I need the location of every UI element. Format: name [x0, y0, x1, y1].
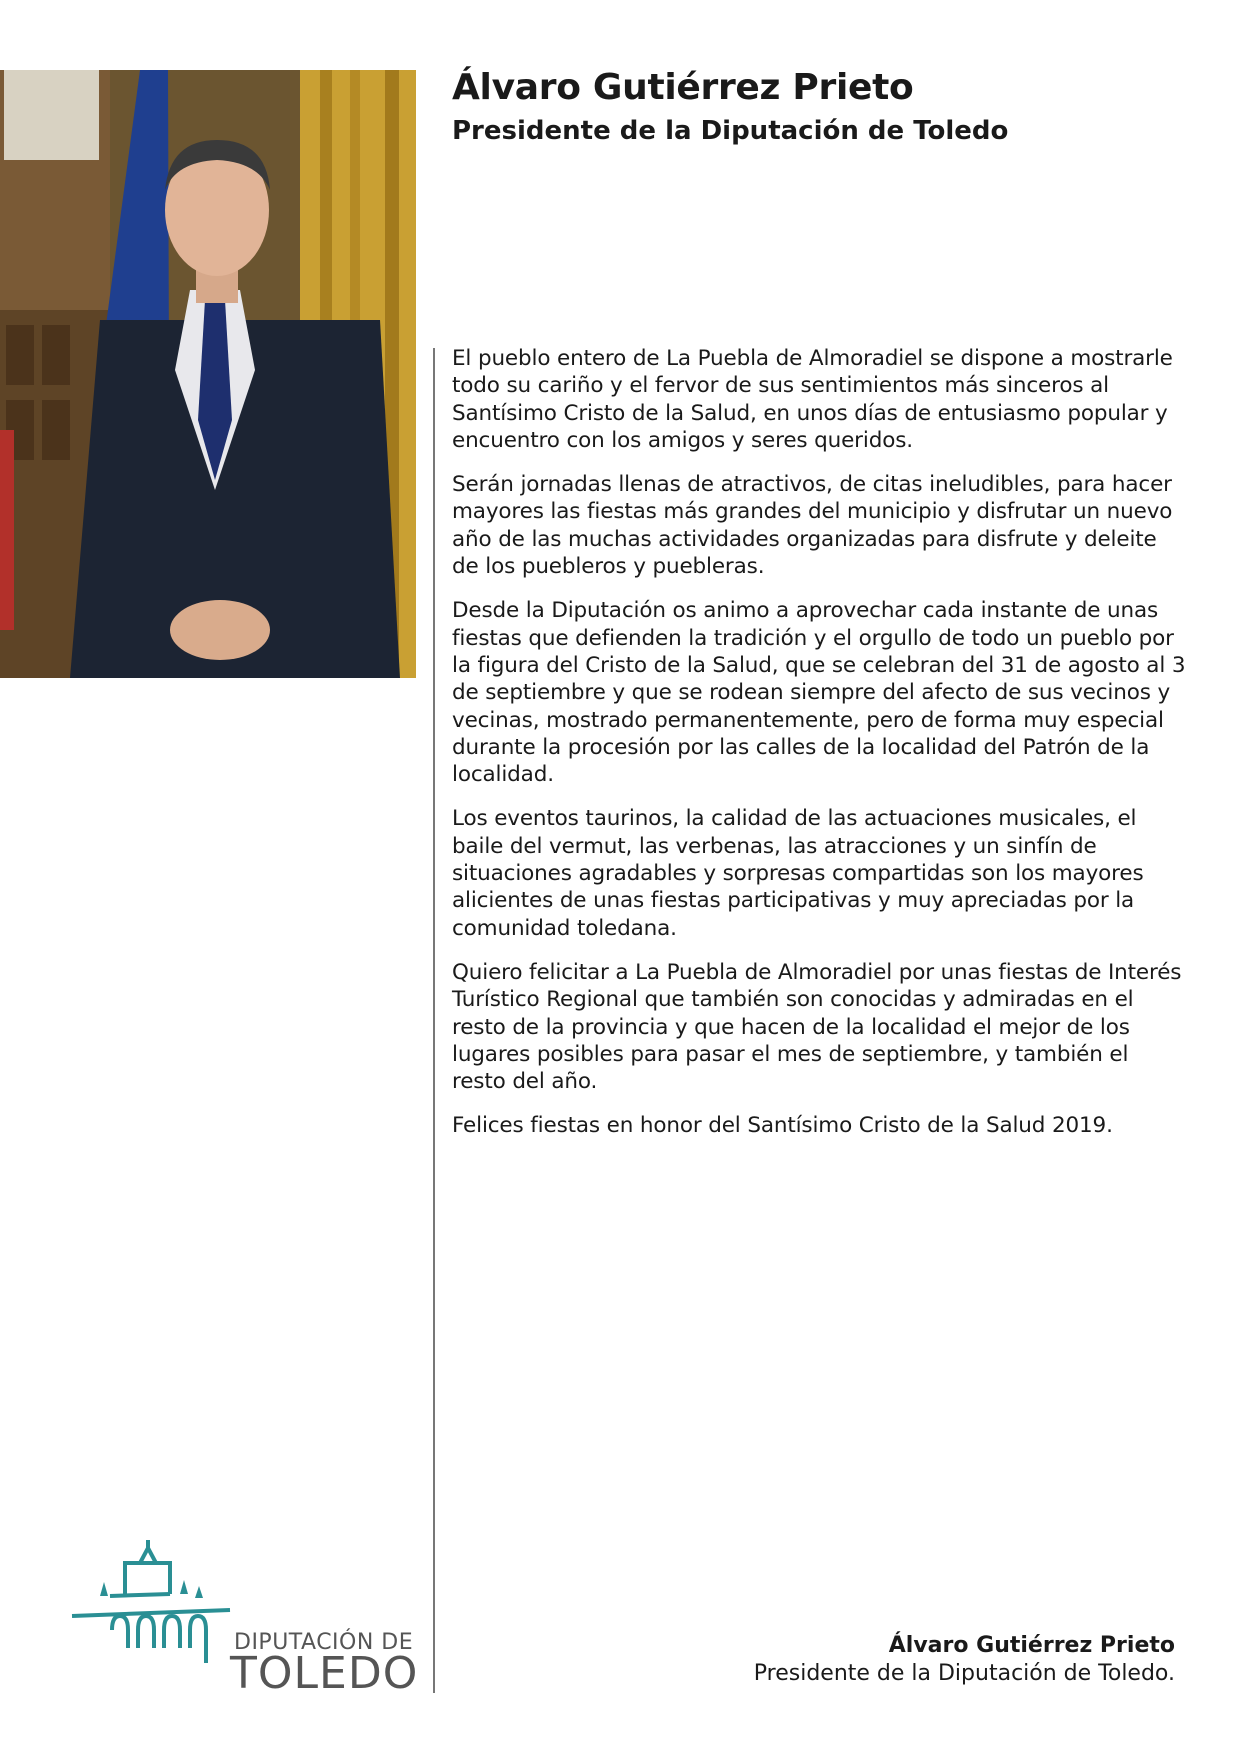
signature [754, 1632, 1175, 1688]
vertical-divider [433, 348, 435, 1693]
signature-role: Presidente de la Diputación de Toledo. [753, 1661, 1175, 1686]
logo-text-line1: DIPUTACIÓN DE [234, 1630, 414, 1655]
paragraph: Felices fiestas en honor del Santísimo Cristo de la Salud 2019. [452, 1113, 1113, 1139]
paragraph: El pueblo entero de La Puebla de Almoradiel se dispone a mostrarle todo su cariño y el fervor de sus sentimientos más sinceros al Santísimo Cristo de la Salud, en unos días de entusiasmo popular y encuentro con los amigos y seres queridos. [452, 346, 1173, 453]
toledo-skyline-icon [70, 1538, 240, 1698]
header [452, 64, 1212, 150]
portrait-photo [0, 70, 416, 678]
letter-body [452, 345, 1188, 1157]
paragraph: Los eventos taurinos, la calidad de las actuaciones musicales, el baile del vermut, las verbenas, las atracciones y un sinfín de situaciones agradables y sorpresas compartidas son los mayores alicientes de unas fiestas participativas y muy apreciadas por la comunidad toledana. [452, 806, 1144, 941]
page-title: Álvaro Gutiérrez Prieto [452, 67, 914, 108]
portrait-illustration [0, 70, 416, 678]
logo-text-line2: TOLEDO [230, 1648, 419, 1699]
signature-name: Álvaro Gutiérrez Prieto [888, 1633, 1175, 1658]
page-subtitle: Presidente de la Diputación de Toledo [452, 116, 1009, 146]
paragraph: Quiero felicitar a La Puebla de Almoradiel por unas fiestas de Interés Turístico Regional que también son conocidas y admiradas en el resto de la provincia y que hacen de la localidad el mejor de los lugares posibles para pasar el mes de septiembre, y también el resto del año. [452, 959, 1182, 1095]
diputacion-toledo-logo [70, 1538, 420, 1698]
paragraph: Desde la Diputación os animo a aprovechar cada instante de unas fiestas que defienden la tradición y el orgullo de todo un pueblo por la figura del Cristo de la Salud, que se celebran del 31 de agosto al 3 de septiembre y que se rodean siempre del afecto de sus vecinos y vecinas, mostrado permanentemente, pero de forma muy especial durante la procesión por las calles de la localidad del Patrón de la localidad. [452, 598, 1186, 788]
paragraph: Serán jornadas llenas de atractivos, de citas ineludibles, para hacer mayores las fiestas más grandes del municipio y disfrutar un nuevo año de las muchas actividades organizadas para disfrute y deleite de los puebleros y puebleras. [452, 472, 1173, 580]
